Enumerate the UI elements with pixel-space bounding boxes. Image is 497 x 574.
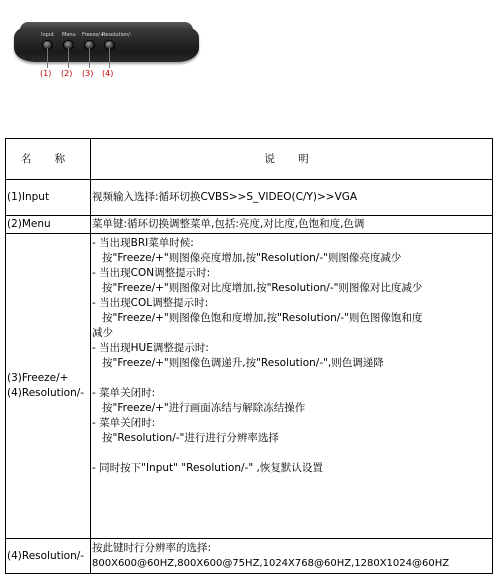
table-row (6, 234, 493, 539)
desc-line: 按此键时行分辨率的选择: (92, 542, 212, 554)
menu-button-label: Menu (62, 32, 76, 38)
desc-line: - 菜单关闭时: (92, 387, 156, 399)
desc-line: 按"Resolution/-"进行进行分辨率选择 (102, 432, 279, 444)
desc-line: 按"Freeze/+"则图像色饱和度增加,按"Resolution/-"则色图像饱和度 (102, 312, 423, 324)
callout-3: (3) (82, 69, 94, 78)
callout-4: (4) (102, 69, 114, 78)
desc-line: - 同时按下"Input" "Resolution/-" ,恢复默认设置 (92, 462, 323, 474)
row-input-description: 视频输入选择:循环切换CVBS>>S_VIDEO(C/Y)>>VGA (91, 180, 493, 216)
desc-line: - 菜单关闭时: (92, 417, 156, 429)
row-freeze-name-line2: (4)Resolution/- (7, 387, 85, 399)
header-name: 名 称 (6, 139, 91, 180)
table-header-row (6, 139, 493, 180)
desc-line: - 当出现HUE调整提示时: (92, 342, 209, 354)
table-row (6, 180, 493, 216)
desc-line: 按"Freeze/+"进行画面冻结与解除冻结操作 (102, 402, 306, 414)
table-row (6, 216, 493, 234)
callout-leader-1 (47, 48, 48, 68)
freeze-button-label: Freeze/+ (82, 32, 105, 38)
desc-line: 按"Freeze/+"则图像色调递升,按"Resolution/-",则色调递降 (102, 357, 384, 369)
header-description: 说 明 (91, 139, 493, 180)
row-freeze-name-line1: (3)Freeze/+ (7, 372, 69, 384)
desc-line: 800X600@60HZ,800X600@75HZ,1024X768@60HZ,1280X1024@60HZ (92, 558, 450, 569)
input-button-label: Input (41, 32, 54, 38)
spacer (92, 446, 491, 461)
row-menu-description: 菜单键:循环切换调整菜单,包括:亮度,对比度,色饱和度,色调 (91, 216, 493, 234)
row-input-name: (1)Input (6, 180, 91, 216)
spacer (92, 371, 491, 386)
desc-line: 按"Freeze/+"则图像对比度增加,按"Resolution/-"则图像对比度减少 (102, 282, 423, 294)
desc-line: 按"Freeze/+"则图像亮度增加,按"Resolution/-"则图像亮度减少 (102, 252, 402, 264)
device-illustration (8, 10, 208, 90)
callout-2: (2) (61, 69, 73, 78)
row-resolution-name: (4)Resolution/- (6, 539, 91, 574)
desc-line: 减少 (92, 327, 113, 339)
button-description-table (5, 138, 493, 574)
callout-leader-3 (89, 48, 90, 68)
row-freeze-description (91, 234, 493, 539)
desc-line: - 当出现COL调整提示时: (92, 297, 209, 309)
table-row (6, 539, 493, 574)
callout-leader-2 (68, 48, 69, 68)
callout-leader-4 (109, 48, 110, 68)
row-menu-name: (2)Menu (6, 216, 91, 234)
callout-1: (1) (40, 69, 52, 78)
desc-line: - 当出现BRI菜单时候: (92, 237, 194, 249)
row-resolution-description (91, 539, 493, 574)
resolution-button-label: Resolution/- (102, 32, 132, 38)
desc-line: - 当出现CON调整提示时: (92, 267, 211, 279)
row-freeze-name (6, 234, 91, 539)
